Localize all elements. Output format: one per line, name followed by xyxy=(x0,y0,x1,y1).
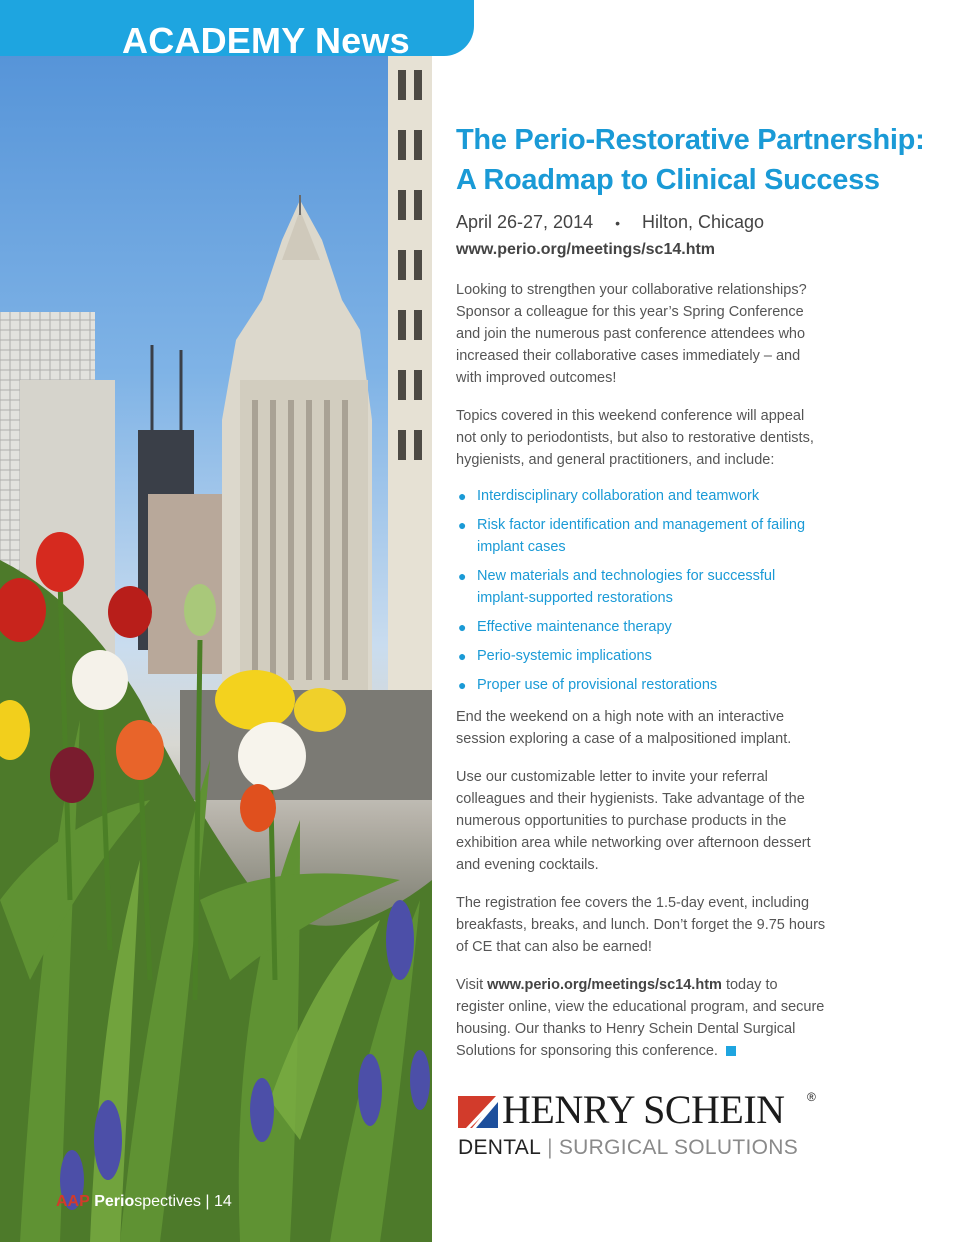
article xyxy=(456,120,936,1062)
visit-paragraph: Visit www.perio.org/meetings/sc14.htm today to register online, view the educational program, and secure housing. Our thanks to Henry Schein Dental Surgical Solutions for sponsoring this conference. xyxy=(456,977,825,1059)
list-item: ● Effective maintenance therapy xyxy=(456,616,828,638)
article-title-line2: A Roadmap to Clinical Success xyxy=(456,164,880,196)
bullet-icon: ● xyxy=(458,619,467,635)
event-date: April 26-27, 2014 xyxy=(456,212,594,232)
registration-link[interactable]: www.perio.org/meetings/sc14.htm xyxy=(487,977,722,993)
registered-mark: ® xyxy=(807,1090,816,1104)
bullet-icon: ● xyxy=(458,648,467,664)
article-title xyxy=(456,120,936,200)
section-header-tab xyxy=(0,0,474,61)
topics-intro-paragraph: Topics covered in this weekend conference will appeal not only to periodontists, but also to restorative dentists, hygienists, and general practitioners, and include: xyxy=(456,408,814,468)
page-number: 14 xyxy=(214,1193,232,1210)
article-title-line1: The Perio-Restorative Partnership: xyxy=(456,124,925,156)
registration-fee-paragraph: The registration fee covers the 1.5-day event, including breakfasts, breaks, and lunch. Don’t forget the 9.75 hours of CE that can also be earned! xyxy=(456,895,826,955)
list-item: ● Risk factor identification and management of failing implant cases xyxy=(456,514,828,558)
closing-session-paragraph: End the weekend on a high note with an interactive session exploring a case of a malpositioned implant. xyxy=(456,709,792,747)
skyline-tulips-illustration xyxy=(0,0,432,1242)
topics-list xyxy=(456,485,828,696)
bullet-icon: ● xyxy=(458,488,467,504)
list-item: ● New materials and technologies for successful implant-supported restorations xyxy=(456,565,828,609)
invite-paragraph: Use our customizable letter to invite your referral colleagues and their hygienists. Take advantage of the numerous opportunities to purchase products in the exhibition area while networking over afternoon dessert and evening cocktails. xyxy=(456,769,811,873)
event-location: Hilton, Chicago xyxy=(642,212,765,232)
bullet-icon: ● xyxy=(458,677,467,693)
sponsor-name: HENRY SCHEIN xyxy=(502,1087,785,1132)
magazine-name-bold: Perio xyxy=(94,1193,135,1210)
magazine-name-rest: spectives xyxy=(134,1193,201,1210)
footer-separator: | xyxy=(205,1193,210,1210)
list-item: ● Perio-systemic implications xyxy=(456,645,828,667)
section-title: ACADEMY News xyxy=(122,20,410,61)
page-footer xyxy=(56,1193,232,1211)
end-mark-icon xyxy=(726,1046,736,1056)
intro-paragraph: Looking to strengthen your collaborative relationships? Sponsor a colleague for this year’s Spring Conference and join the numerous past conference attendees who increased their collaborative cases immediately – and with improved outcomes! xyxy=(456,282,807,386)
cover-photo xyxy=(0,0,432,1242)
bullet-icon: ● xyxy=(458,517,467,533)
sponsor-logo xyxy=(458,1088,838,1168)
publisher-name: AAP xyxy=(56,1193,90,1210)
meta-separator: • xyxy=(615,214,620,231)
list-item: ● Interdisciplinary collaboration and teamwork xyxy=(456,485,828,507)
event-meta xyxy=(456,212,936,233)
list-item: ● Proper use of provisional restorations xyxy=(456,674,828,696)
sponsor-division: DENTAL | SURGICAL SOLUTIONS xyxy=(458,1136,799,1159)
event-url-link[interactable]: www.perio.org/meetings/sc14.htm xyxy=(456,241,716,258)
bullet-icon: ● xyxy=(458,568,467,584)
henry-schein-flag-icon xyxy=(458,1096,498,1128)
